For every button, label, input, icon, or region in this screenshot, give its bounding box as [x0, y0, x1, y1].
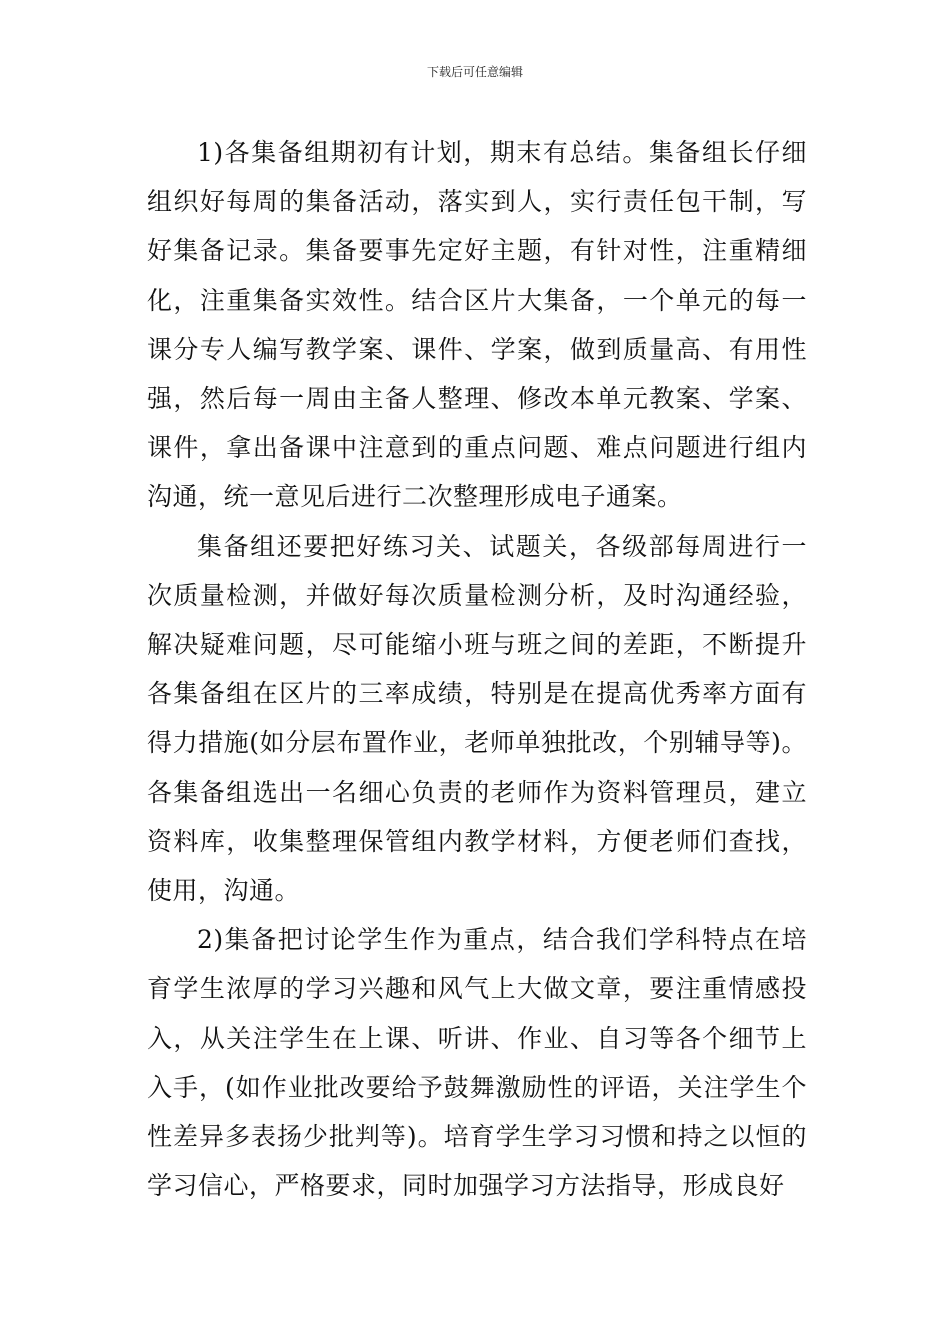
- page-header-note: 下载后可任意编辑: [426, 65, 523, 79]
- paragraph-1: 1)各集备组期初有计划，期末有总结。集备组长仔细组织好每周的集备活动，落实到人，实行责任包干制，写好集备记录。集备要事先定好主题，有针对性，注重精细化，注重集备实效性。结合区片大集备，一个单元的每一课分专人编写教学案、课件、学案，做到质量高、有用性强，然后每一周由主备人整理、修改本单元教案、学案、课件，拿出备课中注意到的重点问题、难点问题进行组内沟通，统一意见后进行二次整理形成电子通案。: [147, 138, 807, 512]
- document-body: [147, 128, 807, 1210]
- paragraph-3: 2)集备把讨论学生作为重点，结合我们学科特点在培育学生浓厚的学习兴趣和风气上大做文章，要注重情感投入，从关注学生在上课、听讲、作业、自习等各个细节上入手，(如作业批改要给予鼓舞激励性的评语，关注学生个性差异多表扬少批判等)。培育学生学习习惯和持之以恒的学习信心，严格要求，同时加强学习方法指导，形成良好: [147, 925, 807, 1201]
- paragraph-2: 集备组还要把好练习关、试题关，各级部每周进行一次质量检测，并做好每次质量检测分析，及时沟通经验，解决疑难问题，尽可能缩小班与班之间的差距，不断提升各集备组在区片的三率成绩，特别是在提高优秀率方面有得力措施(如分层布置作业，老师单独批改，个别辅导等)。各集备组选出一名细心负责的老师作为资料管理员，建立资料库，收集整理保管组内教学材料，方便老师们查找，使用，沟通。: [147, 531, 807, 906]
